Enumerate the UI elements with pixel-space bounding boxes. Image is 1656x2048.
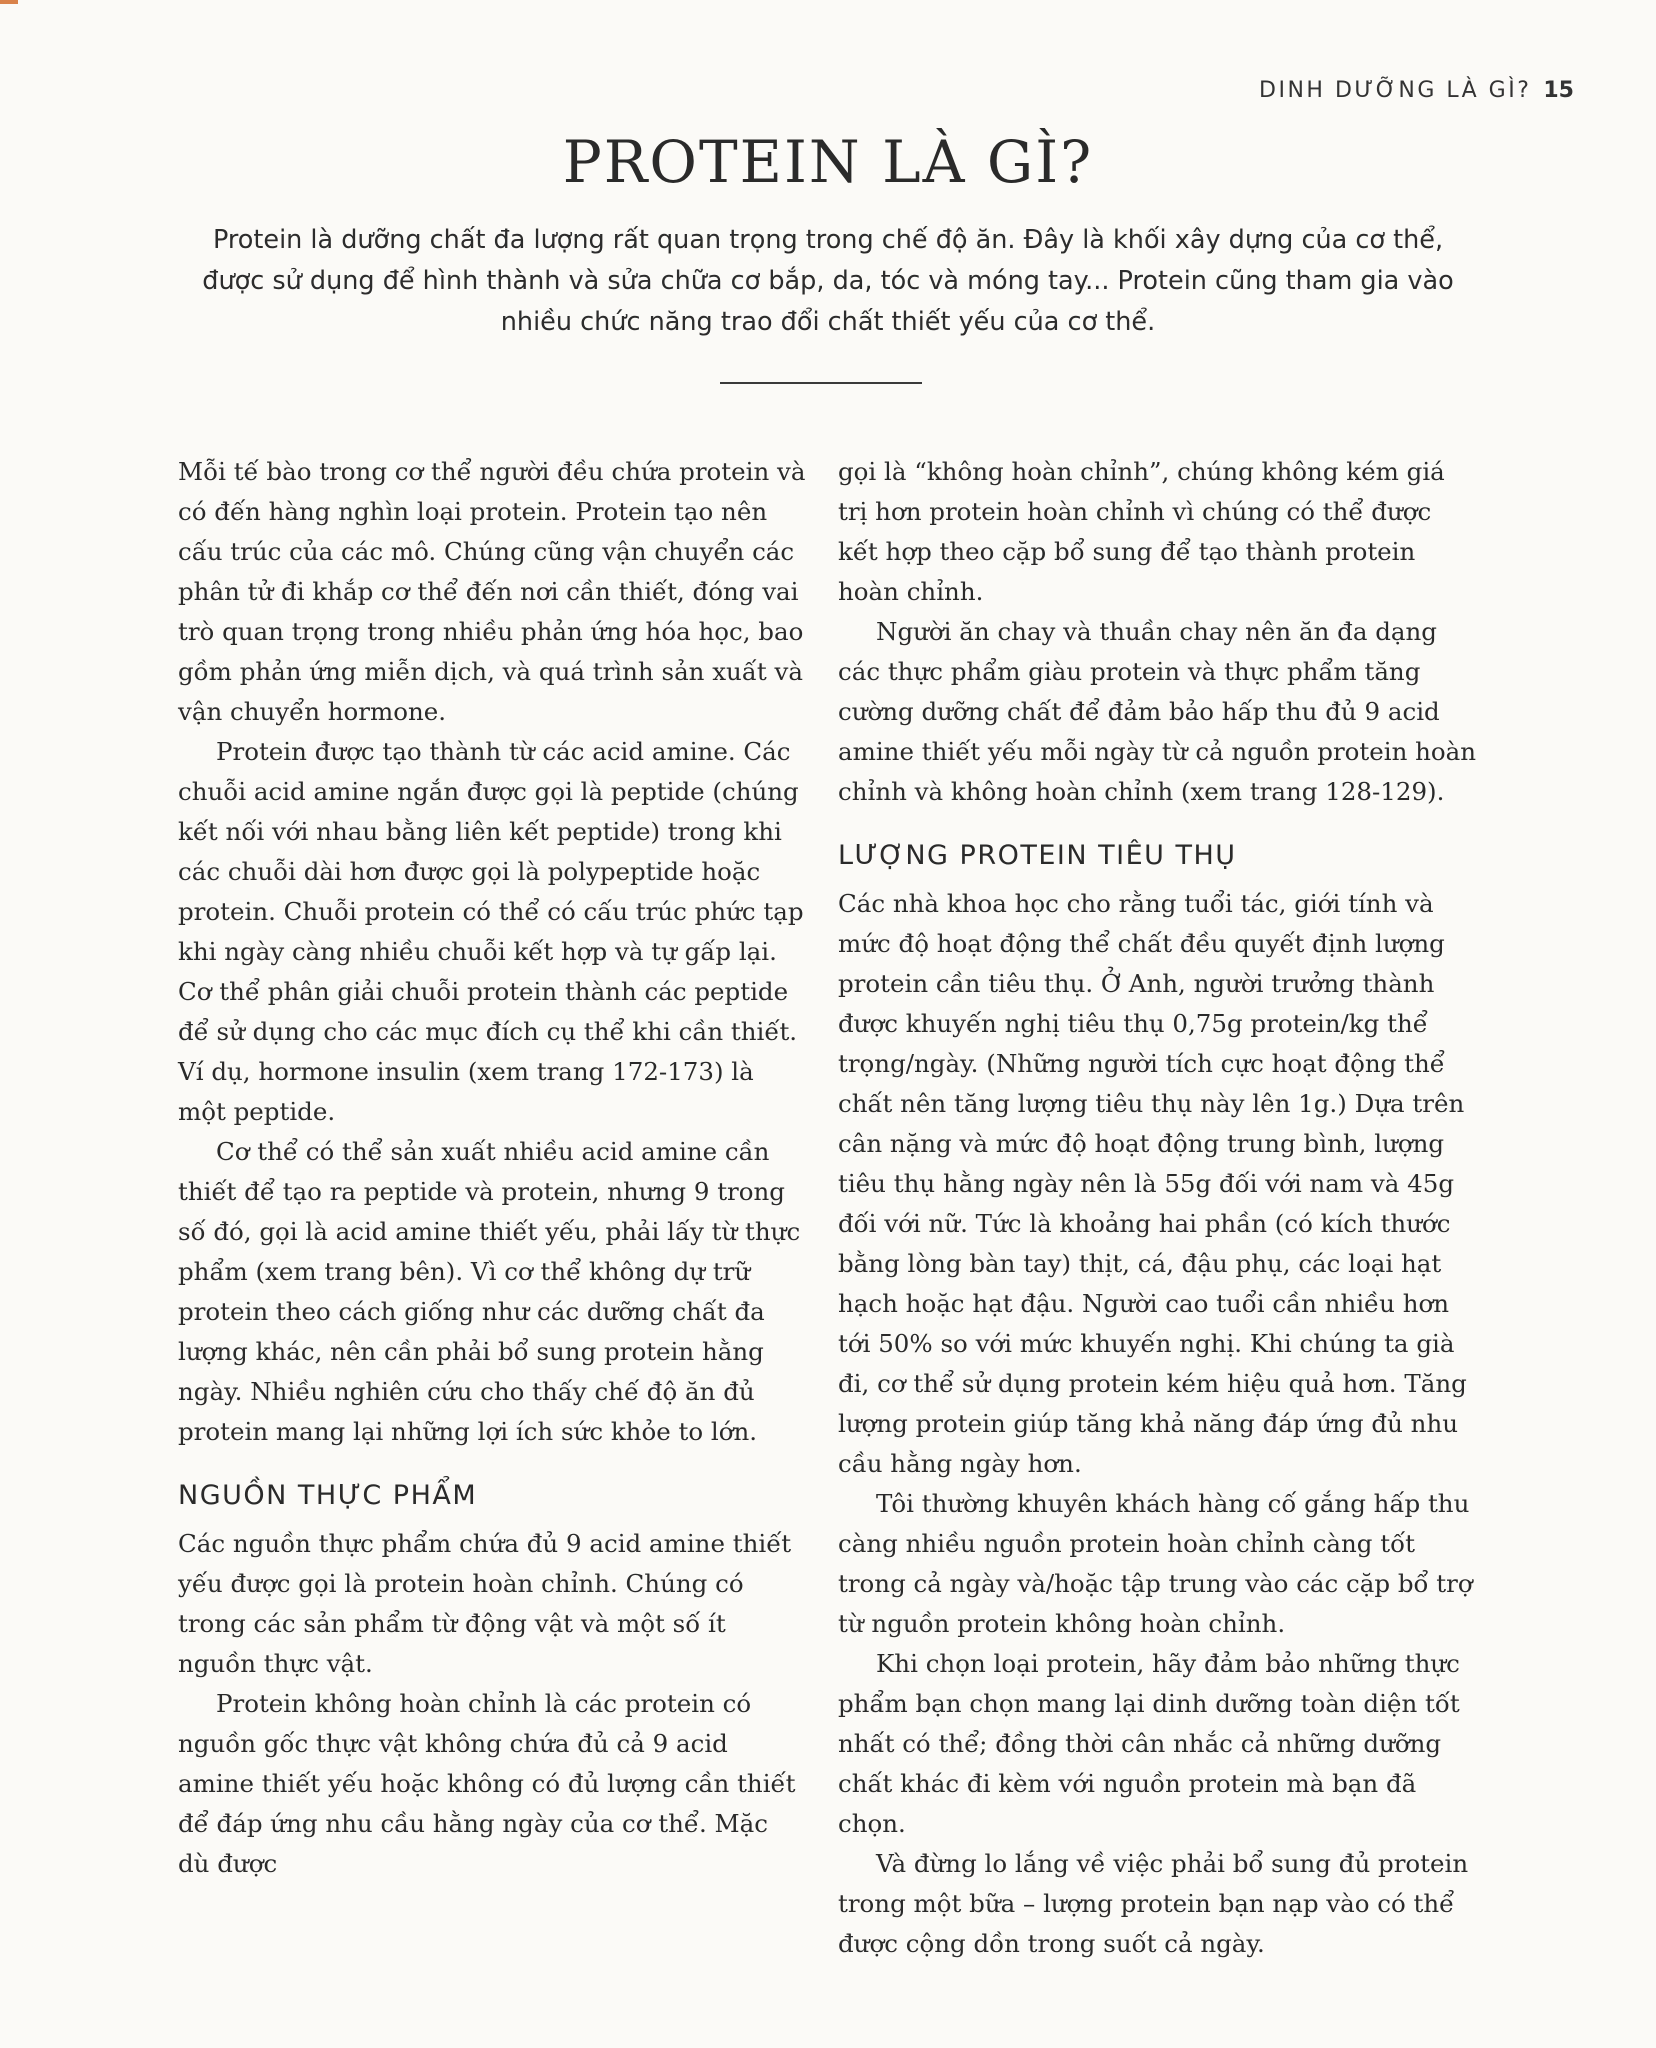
body-paragraph: Protein được tạo thành từ các acid amine. Các chuỗi acid amine ngắn được gọi là peptide (chúng kết nối với nhau bằng liên kết peptide) trong khi các chuỗi dài hơn được gọi là polypeptide hoặc protein. Chuỗi protein có thể có cấu trúc phức tạp khi ngày càng nhiều chuỗi kết hợp và tự gấp lại. Cơ thể phân giải chuỗi protein thành các peptide để sử dụng cho các mục đích cụ thể khi cần thiết. Ví dụ, hormone insulin (xem trang 172-173) là một peptide. — [178, 737, 804, 1126]
body-paragraph: Tôi thường khuyên khách hàng cố gắng hấp thu càng nhiều nguồn protein hoàn chỉnh càng tốt trong cả ngày và/hoặc tập trung vào các cặp bổ trợ từ nguồn protein không hoàn chỉnh. — [838, 1489, 1473, 1638]
body-paragraph: Và đừng lo lắng về việc phải bổ sung đủ protein trong một bữa – lượng protein bạn nạp vào có thể được cộng dồn trong suốt cả ngày. — [838, 1849, 1469, 1958]
body-paragraph: Người ăn chay và thuần chay nên ăn đa dạng các thực phẩm giàu protein và thực phẩm tăng cường dưỡng chất để đảm bảo hấp thu đủ 9 acid amine thiết yếu mỗi ngày từ cả nguồn protein hoàn chỉnh và không hoàn chỉnh (xem trang 128-129). — [838, 617, 1477, 806]
divider-rule — [720, 382, 922, 384]
right-column — [838, 452, 1478, 1964]
page-title: PROTEIN LÀ GÌ? — [562, 128, 1094, 196]
left-column — [178, 452, 806, 1884]
page-number: 15 — [1543, 78, 1574, 103]
running-header — [1259, 78, 1574, 103]
body-paragraph: Mỗi tế bào trong cơ thể người đều chứa protein và có đến hàng nghìn loại protein. Protein tạo nên cấu trúc của các mô. Chúng cũng vận chuyển các phân tử đi khắp cơ thể đến nơi cần thiết, đóng vai trò quan trọng trong nhiều phản ứng hóa học, bao gồm phản ứng miễn dịch, và quá trình sản xuất và vận chuyển hormone. — [178, 457, 806, 726]
body-paragraph: Cơ thể có thể sản xuất nhiều acid amine cần thiết để tạo ra peptide và protein, nhưng 9 trong số đó, gọi là acid amine thiết yếu, phải lấy từ thực phẩm (xem trang bên). Vì cơ thể không dự trữ protein theo cách giống như các dưỡng chất đa lượng khác, nên cần phải bổ sung protein hằng ngày. Nhiều nghiên cứu cho thấy chế độ ăn đủ protein mang lại những lợi ích sức khỏe to lớn. — [178, 1137, 801, 1446]
body-paragraph: Khi chọn loại protein, hãy đảm bảo những thực phẩm bạn chọn mang lại dinh dưỡng toàn diện tốt nhất có thể; đồng thời cân nhắc cả những dưỡng chất khác đi kèm với nguồn protein mà bạn đã chọn. — [838, 1649, 1460, 1838]
section-heading: NGUỒN THỰC PHẨM — [178, 1480, 478, 1511]
corner-color-mark — [0, 0, 18, 4]
body-paragraph: Các nhà khoa học cho rằng tuổi tác, giới tính và mức độ hoạt động thể chất đều quyết định lượng protein cần tiêu thụ. Ở Anh, người trưởng thành được khuyến nghị tiêu thụ 0,75g protein/kg thể trọng/ngày. (Những người tích cực hoạt động thể chất nên tăng lượng tiêu thụ này lên 1g.) Dựa trên cân nặng và mức độ hoạt động trung bình, lượng tiêu thụ hằng ngày nên là 55g đối với nam và 45g đối với nữ. Tức là khoảng hai phần (có kích thước bằng lòng bàn tay) thịt, cá, đậu phụ, các loại hạt hạch hoặc hạt đậu. Người cao tuổi cần nhiều hơn tới 50% so với mức khuyến nghị. Khi chúng ta già đi, cơ thể sử dụng protein kém hiệu quả hơn. Tăng lượng protein giúp tăng khả năng đáp ứng đủ nhu cầu hằng ngày hơn. — [838, 889, 1467, 1478]
section-heading: LƯỢNG PROTEIN TIÊU THỤ — [838, 840, 1237, 871]
intro-paragraph: Protein là dưỡng chất đa lượng rất quan trọng trong chế độ ăn. Đây là khối xây dựng của cơ thể, được sử dụng để hình thành và sửa chữa cơ bắp, da, tóc và móng tay... Protein cũng tham gia vào nhiều chức năng trao đổi chất thiết yếu của cơ thể. — [202, 225, 1454, 337]
body-paragraph: Các nguồn thực phẩm chứa đủ 9 acid amine thiết yếu được gọi là protein hoàn chỉnh. Chúng có trong các sản phẩm từ động vật và một số ít nguồn thực vật. — [178, 1529, 792, 1678]
running-title: DINH DƯỠNG LÀ GÌ? — [1259, 78, 1532, 103]
body-paragraph: Protein không hoàn chỉnh là các protein có nguồn gốc thực vật không chứa đủ cả 9 acid amine thiết yếu hoặc không có đủ lượng cần thiết để đáp ứng nhu cầu hằng ngày của cơ thể. Mặc dù được — [178, 1689, 796, 1878]
body-paragraph: gọi là “không hoàn chỉnh”, chúng không kém giá trị hơn protein hoàn chỉnh vì chúng có thể được kết hợp theo cặp bổ sung để tạo thành protein hoàn chỉnh. — [838, 457, 1445, 606]
